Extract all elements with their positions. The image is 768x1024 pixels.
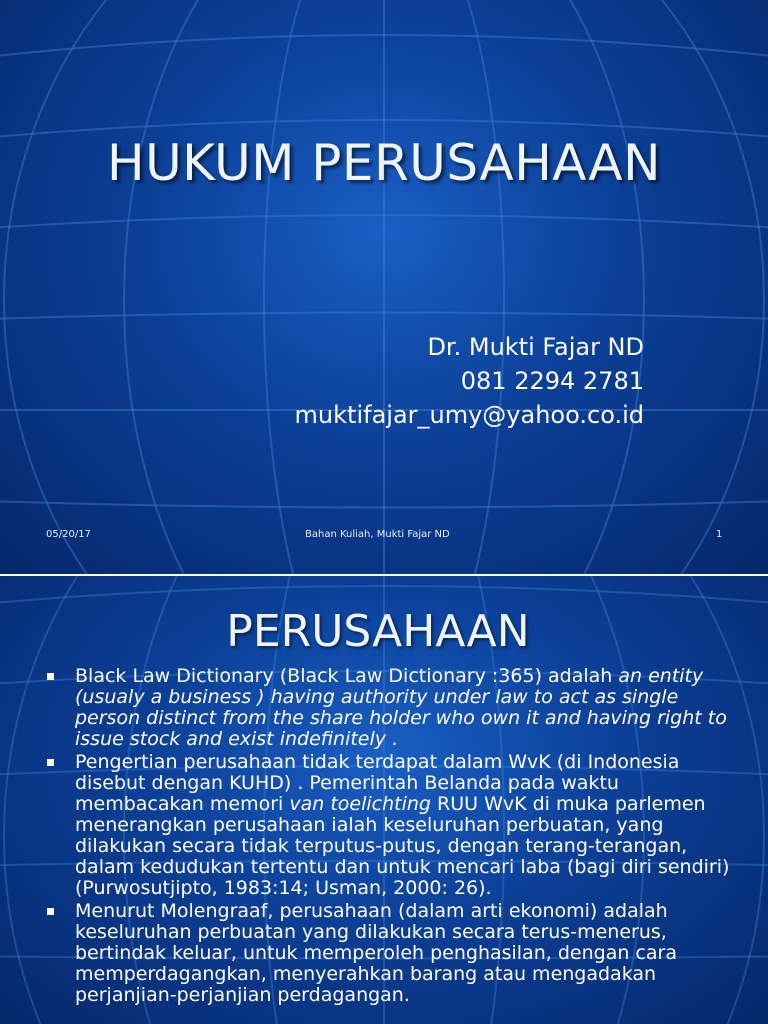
bullet-square-icon [47, 673, 54, 680]
author-name: Dr. Mukti Fajar ND [427, 333, 644, 361]
bullet-text-italic: van toelichting [289, 793, 431, 815]
bullet-list [40, 666, 730, 1008]
bullet-text: Menurut Molengraaf, perusahaan (dalam arti ekonomi) adalah keseluruhan perbuatan yang dilakukan secara terus-menerus, bertindak keluar, untuk memperoleh penghasilan, dengan cara memperdagangkan, menyerahkan barang atau mengadakan perjanjian-perjanjian perdagangan. [75, 900, 677, 1006]
bullet-square-icon [47, 908, 54, 915]
slide-title-heading: HUKUM PERUSAHAAN [106, 134, 662, 192]
bullet-item [40, 666, 730, 750]
bullet-text-italic: an entity (usualy a business ) having authority under law to act as single person distinct from the share holder who own it and having right to issue stock and exist indefinitely . [75, 665, 727, 750]
bullet-text: Black Law Dictionary (Black Law Dictionary :365) adalah [75, 665, 619, 687]
footer-center: Bahan Kuliah, Mukti Fajar ND [305, 529, 450, 540]
bullet-item [40, 752, 730, 899]
bullet-text: Pengertian perusahaan tidak terdapat dalam WvK (di Indonesia disebut dengan KUHD) . Pemerintah Belanda pada waktu membacakan memori [75, 751, 680, 815]
author-phone: 081 2294 2781 [460, 367, 644, 395]
bullet-item [40, 901, 730, 1006]
bullet-text: RUU WvK di muka parlemen menerangkan perusahaan ialah keseluruhan perbuatan, yang dilakukan secara tidak terputus-putus, dengan terang-terangan, dalam kedudukan tertentu dan untuk mencari laba (bagi diri sendiri) (Purwosutjipto, 1983:14; Usman, 2000: 26). [75, 793, 730, 899]
slide-content [0, 576, 768, 1024]
bullet-square-icon [47, 759, 54, 766]
footer-page-number: 1 [716, 529, 723, 540]
author-block [295, 330, 644, 432]
footer-date: 05/20/17 [46, 529, 91, 540]
author-email: muktifajar_umy@yahoo.co.id [294, 401, 644, 429]
slide-heading: PERUSAHAAN [226, 606, 530, 657]
